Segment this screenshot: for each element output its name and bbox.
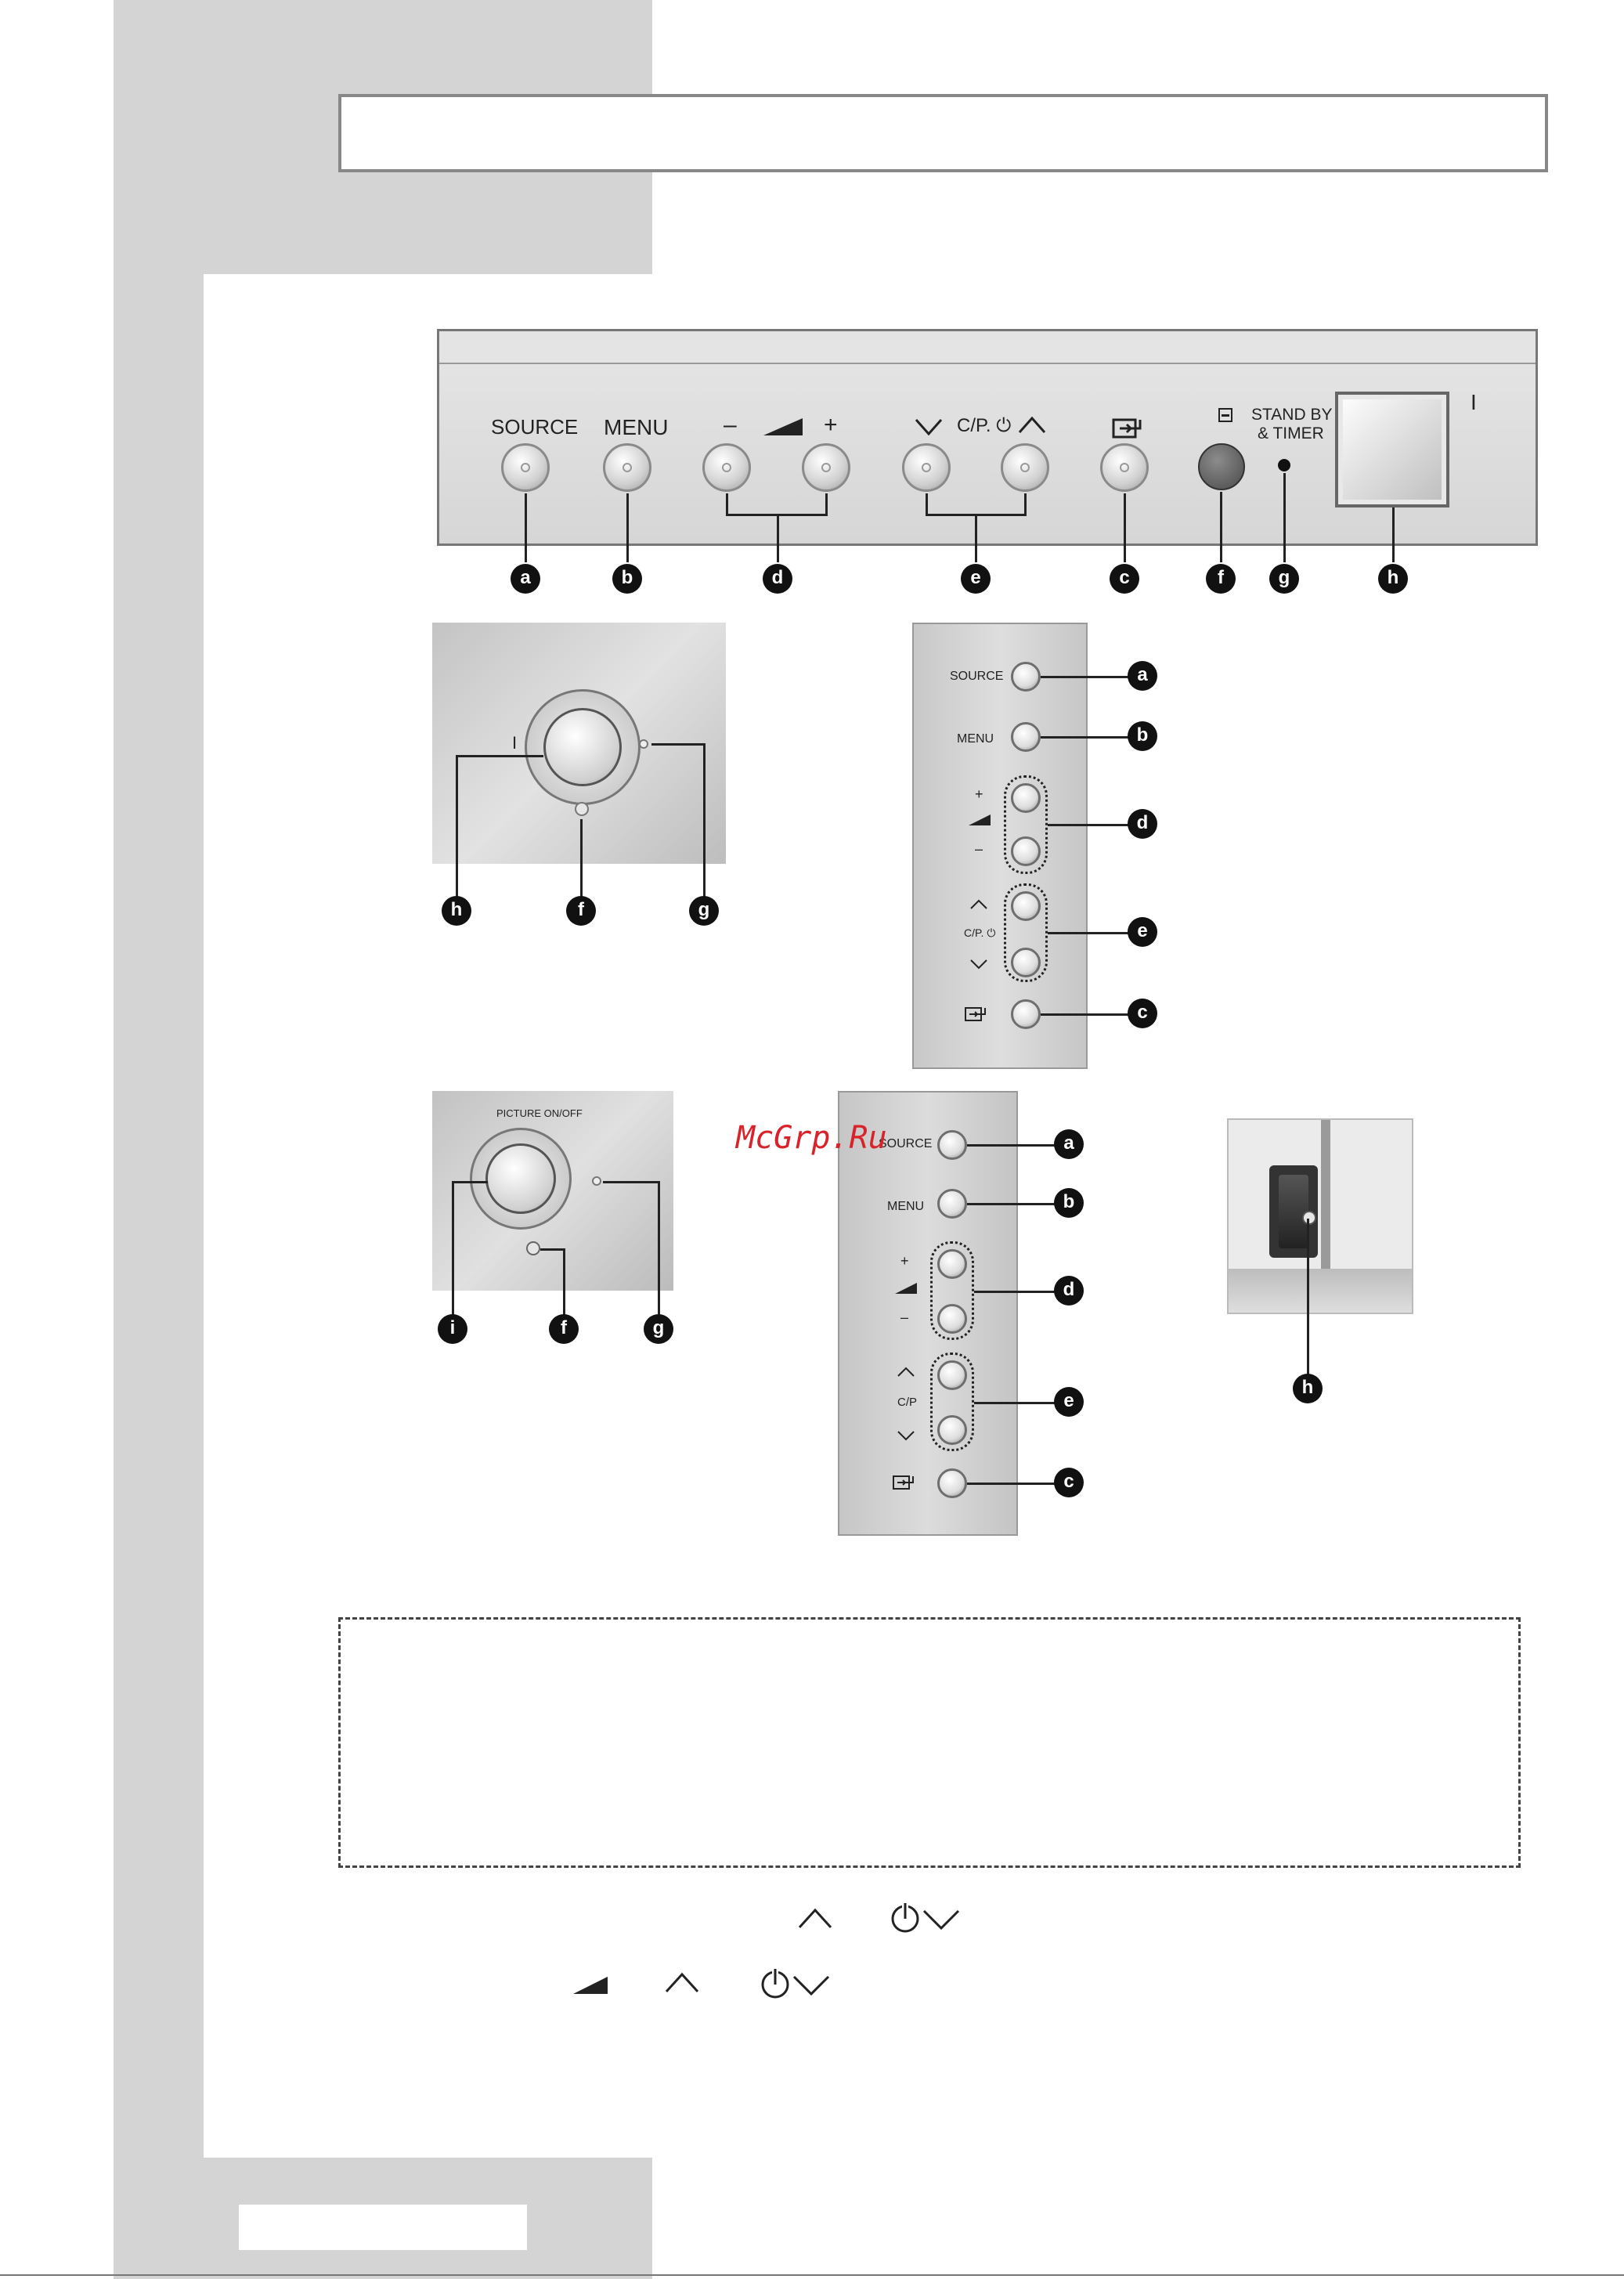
menu-label: MENU	[604, 415, 669, 439]
side1-channel-up-button[interactable]	[1011, 891, 1041, 921]
sidebar-left-strip	[114, 266, 204, 2162]
chevron-down-icon	[915, 418, 943, 435]
side1-marker-a: a	[1128, 661, 1157, 691]
side1-enter-button[interactable]	[1011, 999, 1041, 1029]
marker-h1: h	[442, 896, 471, 926]
standby-indicator	[1278, 459, 1290, 471]
side2-menu-label: MENU	[887, 1200, 925, 1213]
side1-cp-label: C/P. ⏻	[964, 926, 996, 939]
power-down-icon-line2	[760, 1967, 832, 2000]
side1-menu-label: MENU	[957, 732, 994, 746]
menu-button[interactable]	[603, 443, 651, 492]
marker-i2: i	[438, 1314, 467, 1344]
bottom-rule	[0, 2274, 1624, 2276]
side2-leader-a	[967, 1144, 1055, 1147]
volume-up-button[interactable]	[802, 443, 850, 492]
standby-label: STAND BY	[1251, 406, 1333, 424]
leader-d	[777, 514, 779, 562]
side2-channel-up-button[interactable]	[937, 1360, 967, 1390]
remote-sensor	[1198, 443, 1245, 490]
watermark: McGrp.Ru	[736, 1120, 887, 1156]
leader-f2	[540, 1248, 565, 1251]
power-button-1[interactable]	[543, 708, 622, 786]
side2-plus-label: +	[900, 1253, 909, 1269]
side2-leader-d	[974, 1291, 1055, 1293]
side1-chevron-down-icon	[969, 959, 988, 970]
leader-g2-v	[658, 1181, 660, 1327]
side1-leader-c	[1041, 1013, 1128, 1016]
side1-marker-c: c	[1128, 999, 1157, 1028]
leader-d-left	[726, 493, 728, 515]
side1-volume-icon	[969, 814, 991, 825]
leader-h1	[456, 755, 543, 757]
side2-marker-e: e	[1054, 1387, 1084, 1417]
side1-marker-d: d	[1128, 809, 1157, 839]
chevron-up-icon	[1018, 417, 1046, 434]
side2-leader-b	[967, 1203, 1055, 1205]
picture-button[interactable]	[485, 1143, 556, 1214]
side1-volume-down-button[interactable]	[1011, 836, 1041, 866]
volume-minus-label: –	[724, 412, 737, 438]
marker-c: c	[1110, 564, 1139, 594]
side2-marker-d: d	[1054, 1276, 1084, 1306]
marker-e: e	[961, 564, 991, 594]
leader-e-left	[926, 493, 928, 515]
side1-leader-d	[1048, 824, 1128, 826]
volume-icon	[763, 418, 803, 435]
side2-channel-down-button[interactable]	[937, 1415, 967, 1445]
side1-leader-a	[1041, 676, 1128, 678]
input-enter-icon	[1112, 418, 1145, 439]
leader-e-right	[1024, 493, 1027, 515]
side2-enter-button[interactable]	[937, 1468, 967, 1498]
note-box	[338, 1617, 1521, 1868]
channel-up-button[interactable]	[1001, 443, 1049, 492]
side2-marker-c: c	[1054, 1468, 1084, 1497]
marker-g2: g	[644, 1314, 673, 1344]
led-f-1	[575, 802, 589, 816]
source-button[interactable]	[501, 443, 550, 492]
side2-cp-label: C/P	[897, 1396, 918, 1409]
side2-marker-a: a	[1054, 1129, 1084, 1159]
side-panel-2	[838, 1091, 1018, 1536]
side1-menu-button[interactable]	[1011, 722, 1041, 752]
leader-d-right	[825, 493, 828, 515]
side1-marker-e: e	[1128, 917, 1157, 947]
source-label: SOURCE	[491, 415, 579, 439]
side1-chevron-up-icon	[969, 899, 988, 910]
switch-leader-h	[1307, 1219, 1309, 1375]
marker-g1: g	[689, 896, 719, 926]
side1-volume-up-button[interactable]	[1011, 783, 1041, 813]
panel-top-edge	[439, 331, 1536, 364]
leader-h1-v	[456, 755, 458, 898]
side2-leader-e	[974, 1402, 1055, 1404]
switch-panel	[1227, 1118, 1413, 1314]
title-box	[338, 94, 1548, 172]
leader-g1	[651, 743, 705, 746]
leader-a	[525, 493, 527, 562]
led-g-1	[639, 739, 648, 749]
leader-i2-v	[452, 1181, 454, 1327]
marker-g: g	[1269, 564, 1299, 594]
side1-leader-e	[1048, 932, 1128, 934]
power-down-icon-line1	[890, 1902, 962, 1934]
leader-f1	[580, 819, 583, 898]
marker-f: f	[1206, 564, 1236, 594]
side2-volume-up-button[interactable]	[937, 1249, 967, 1279]
side2-volume-icon	[895, 1283, 917, 1294]
led-f-2	[526, 1241, 540, 1255]
side2-leader-c	[967, 1483, 1055, 1485]
side2-source-label: SOURCE	[879, 1137, 933, 1150]
page-number-box	[239, 2205, 527, 2250]
leader-g	[1283, 473, 1286, 562]
side2-input-icon	[893, 1475, 916, 1490]
side2-chevron-up-icon	[897, 1367, 915, 1378]
leader-g1-v	[703, 743, 706, 898]
side1-minus-label: –	[975, 841, 983, 857]
picture-on-off-label: PICTURE ON/OFF	[496, 1107, 583, 1119]
side2-source-button[interactable]	[937, 1130, 967, 1160]
leader-i2	[452, 1181, 488, 1183]
channel-label: C/P. ⏻	[957, 415, 1012, 436]
volume-plus-label: +	[824, 412, 838, 438]
side1-leader-b	[1041, 736, 1128, 739]
marker-b: b	[612, 564, 642, 594]
side2-chevron-down-icon	[897, 1430, 915, 1441]
chevron-up-icon-line2	[664, 1972, 700, 1994]
side1-source-button[interactable]	[1011, 662, 1041, 692]
chevron-up-icon-line1	[797, 1908, 833, 1930]
volume-down-button[interactable]	[702, 443, 751, 492]
side1-source-label: SOURCE	[950, 670, 1004, 683]
rocker-knob	[1302, 1211, 1316, 1225]
marker-h: h	[1378, 564, 1408, 594]
volume-icon-line2	[573, 1977, 608, 1994]
power-mark: I	[1471, 390, 1477, 414]
leader-c	[1124, 493, 1126, 562]
side-panel-1	[912, 623, 1088, 1069]
side1-marker-b: b	[1128, 721, 1157, 751]
side2-menu-button[interactable]	[937, 1189, 967, 1219]
leader-f	[1220, 492, 1222, 562]
switch-panel-base	[1229, 1269, 1413, 1314]
side2-minus-label: –	[900, 1309, 909, 1325]
side1-channel-down-button[interactable]	[1011, 948, 1041, 977]
marker-a: a	[511, 564, 540, 594]
leader-g2	[603, 1181, 659, 1183]
channel-down-button[interactable]	[902, 443, 951, 492]
enter-button[interactable]	[1100, 443, 1149, 492]
marker-f2: f	[549, 1314, 579, 1344]
side1-input-icon	[965, 1007, 988, 1021]
leader-b	[626, 493, 629, 562]
marker-d: d	[763, 564, 792, 594]
leader-e	[975, 514, 977, 562]
switch-marker-h: h	[1293, 1374, 1323, 1403]
power-switch[interactable]	[1335, 392, 1449, 507]
led-g-2	[592, 1176, 601, 1186]
marker-f1: f	[566, 896, 596, 926]
power-mark-1: I	[512, 733, 518, 753]
remote-sensor-icon	[1218, 407, 1233, 423]
rocker-switch[interactable]	[1279, 1175, 1308, 1248]
side2-marker-b: b	[1054, 1188, 1084, 1218]
timer-label: & TIMER	[1258, 424, 1324, 442]
side2-volume-down-button[interactable]	[937, 1304, 967, 1334]
side1-plus-label: +	[975, 786, 983, 802]
leader-h	[1392, 507, 1395, 562]
